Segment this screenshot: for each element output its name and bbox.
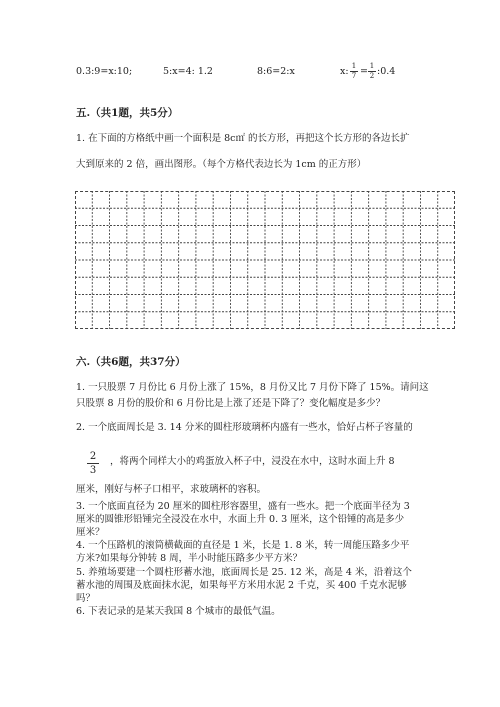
s6-q1-line1: 1. 一只股票 7 月份比 6 月份上涨了 15%，8 月份又比 7 月份下降了 15%。请问这: [76, 382, 429, 393]
s5-q1-line1: 1. 在下面的方格纸中画一个面积是 8c㎡ 的长方形，再把这个长方形的各边长扩: [76, 133, 410, 144]
ratio-equation-2: 5:x=4: 1.2: [163, 66, 213, 77]
s6-q2-frac-denominator: 3: [89, 465, 97, 476]
s6-q5-line2: 蓄水池的周围及底面抹水泥，如果每平方米用水泥 2 千克，买 400 千克水泥够: [76, 580, 407, 591]
s6-q6-line1: 6. 下表记录的是某天我国 8 个城市的最低气温。: [76, 606, 281, 617]
s6-q3-line2: 厘米的圆锥形铅锤完全浸没在水中，水面上升 0. 3 厘米，这个铅锤的高是多少: [76, 514, 405, 525]
s6-q5-line1: 5. 养殖场要建一个圆柱形蓄水池，底面周长是 25. 12 米，高是 4 米，沿着这个: [76, 567, 412, 578]
ratio-4-frac2-numerator: 1: [369, 62, 375, 70]
ratio-4-frac2-denominator: 2: [369, 72, 375, 80]
s6-q1-line2: 只股票 8 月份的股价和 6 月份比是上涨了还是下降了？变化幅度是多少？: [76, 398, 386, 409]
s6-q2-line3: 厘米，刚好与杯子口相平，求玻璃杯的容积。: [76, 484, 267, 495]
ratio-4-prefix: x:: [340, 66, 349, 77]
s6-q4-line2: 方米?如果每分钟转 8 周，半小时能压路多少平方米？: [76, 553, 303, 564]
ratio-4-equals: =: [360, 66, 368, 77]
s6-q2-line1: 2. 一个底面周长是 3. 14 分米的圆柱形玻璃杯内盛有一些水，恰好占杯子容量的: [76, 422, 413, 433]
s6-q2-frac-bar: [87, 463, 99, 464]
s6-q3-line1: 3. 一个底面直径为 20 厘米的圆柱形容器里，盛有一些水。把一个底面半径为 3: [76, 501, 410, 512]
ratio-equation-1: 0.3:9=x:10;: [76, 66, 133, 77]
s6-q4-line1: 4. 一个压路机的滚筒横截面的直径是 1 米，长是 1. 8 米，转一周能压路多少平: [76, 540, 410, 551]
grid-lines: [75, 191, 455, 329]
ratio-4-frac1-denominator: 7: [351, 72, 357, 80]
section-5-heading: 五.（共1题，共5分）: [76, 107, 179, 119]
ratio-4-frac1-numerator: 1: [351, 62, 357, 70]
s6-q2-frac-numerator: 2: [89, 451, 97, 462]
s6-q2-line2: ，将两个同样大小的鸡蛋放入杯子中，浸没在水中，这时水面上升 8: [110, 456, 395, 467]
ratio-equation-3: 8:6=2:x: [257, 66, 295, 77]
s6-q5-line3: 吗？: [76, 593, 96, 604]
square-grid-paper: [75, 191, 455, 329]
ratio-4-suffix: :0.4: [377, 66, 396, 77]
s6-q3-line3: 厘米？: [76, 527, 105, 538]
s5-q1-line2: 大到原来的 2 倍，画出图形。（每个方格代表边长为 1cm 的正方形）: [76, 159, 367, 170]
section-6-heading: 六.（共6题，共37分）: [76, 356, 186, 368]
